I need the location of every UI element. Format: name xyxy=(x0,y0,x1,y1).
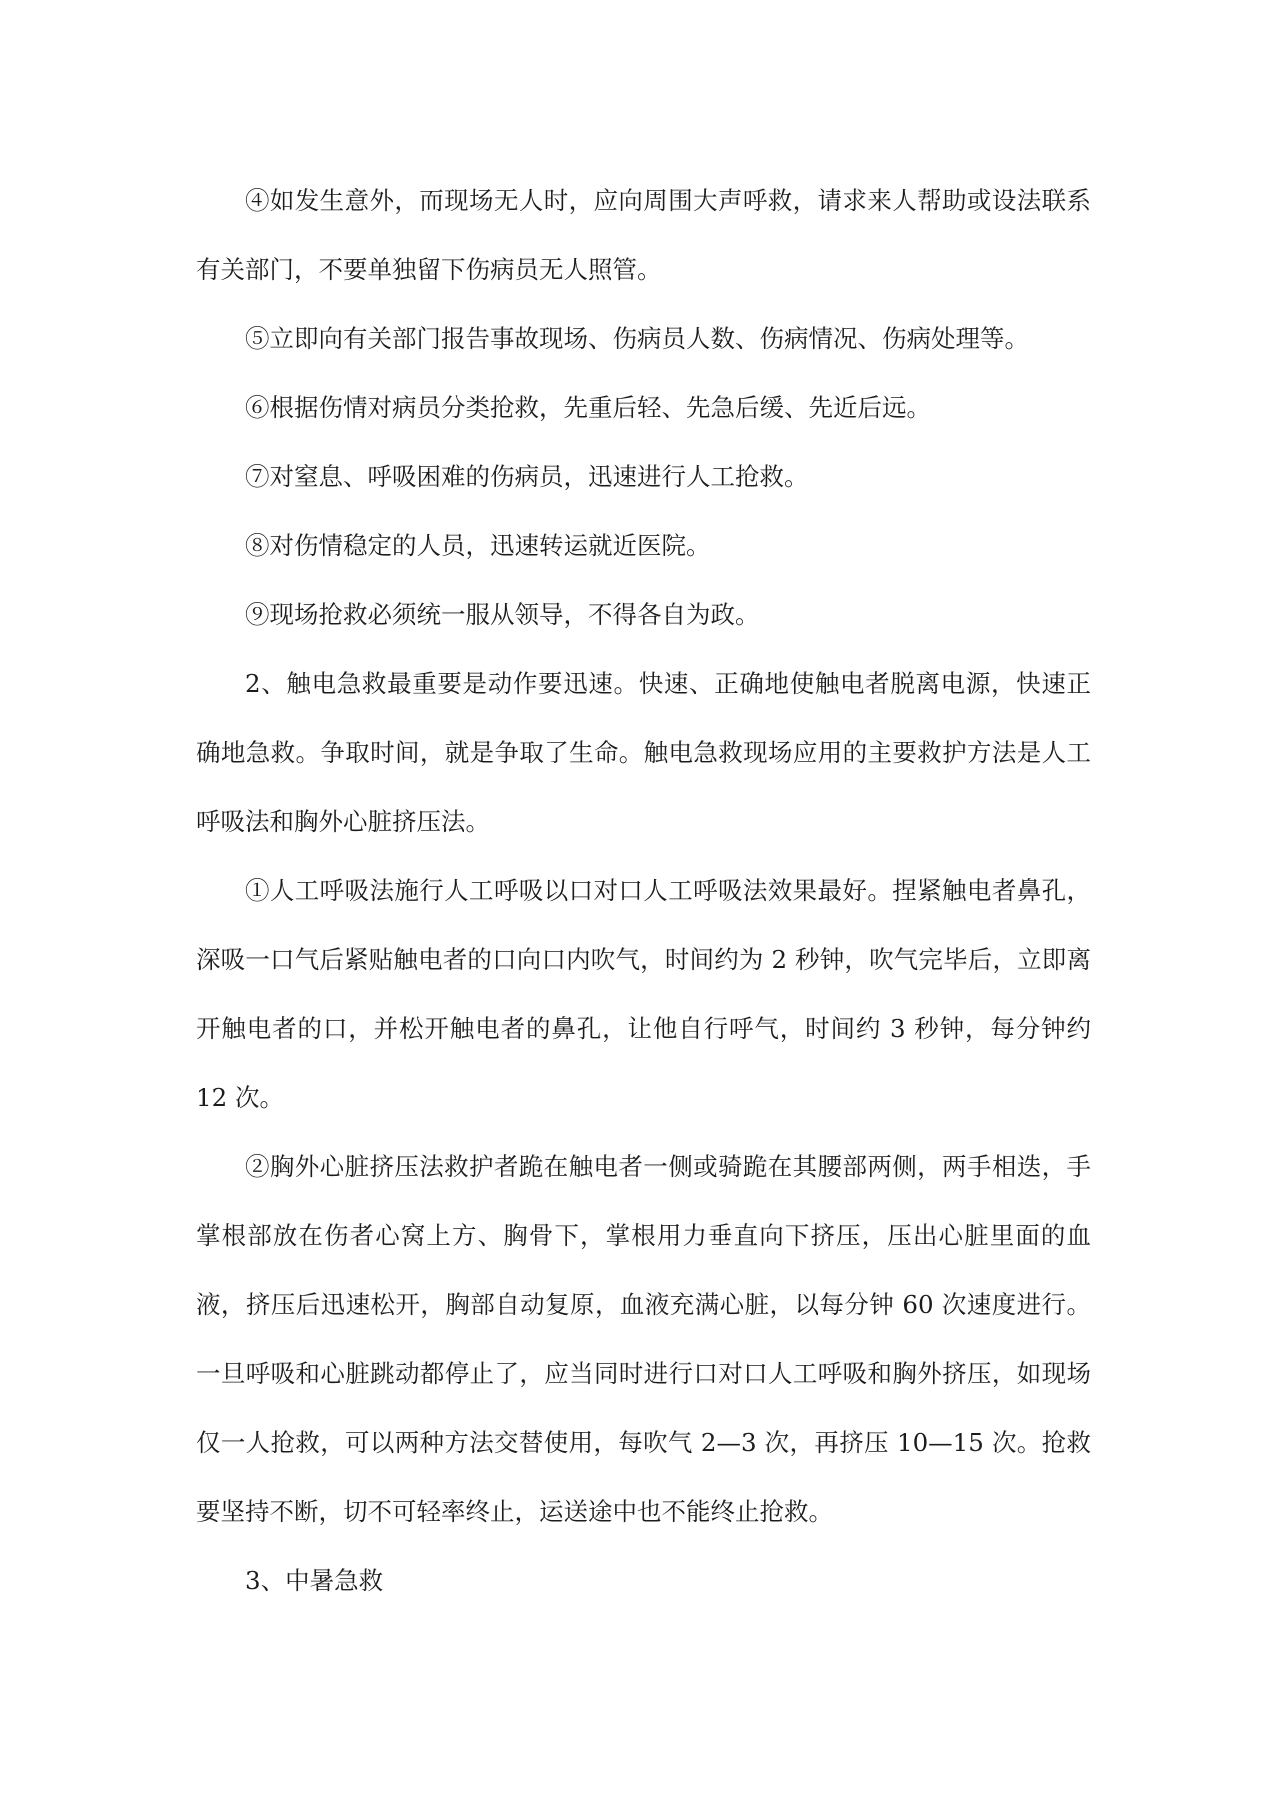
paragraph-item-9: ⑨现场抢救必须统一服从领导，不得各自为政。 xyxy=(245,600,760,629)
section-electric-shock: 2、触电急救最重要是动作要迅速。快速、正确地使触电者脱离电源，快速正确地急救。争取时间，就是争取了生命。触电急救现场应用的主要救护方法是人工呼吸法和胸外心脏挤压法。 xyxy=(196,669,1091,836)
paragraph-chest-compression: ②胸外心脏挤压法救护者跪在触电者一侧或骑跪在其腰部两侧，两手相迭，手掌根部放在伤者心窝上方、胸骨下，掌根用力垂直向下挤压，压出心脏里面的血液，挤压后迅速松开，胸部自动复原，血液充满心脏，以每分钟 60 次速度进行。一旦呼吸和心脏跳动都停止了，应当同时进行口对口人工呼吸和胸外挤压，如现场仅一人抢救，可以两种方法交替使用，每吹气 2—3 次，再挤压 10—15 次。抢救要坚持不断，切不可轻率终止，运送途中也不能终止抢救。 xyxy=(196,1152,1091,1526)
paragraph-item-7: ⑦对窒息、呼吸困难的伤病员，迅速进行人工抢救。 xyxy=(245,462,809,491)
paragraph-item-6: ⑥根据伤情对病员分类抢救，先重后轻、先急后缓、先近后远。 xyxy=(245,393,931,422)
section-heatstroke-heading: 3、中暑急救 xyxy=(245,1566,384,1595)
paragraph-item-4: ④如发生意外，而现场无人时，应向周围大声呼救，请求来人帮助或设法联系有关部门，不要单独留下伤病员无人照管。 xyxy=(196,186,1091,284)
paragraph-item-8: ⑧对伤情稳定的人员，迅速转运就近医院。 xyxy=(245,531,711,560)
paragraph-item-5: ⑤立即向有关部门报告事故现场、伤病员人数、伤病情况、伤病处理等。 xyxy=(245,324,1029,353)
paragraph-artificial-respiration: ①人工呼吸法施行人工呼吸以口对口人工呼吸法效果最好。捏紧触电者鼻孔，深吸一口气后紧贴触电者的口向口内吹气，时间约为 2 秒钟，吹气完毕后，立即离开触电者的口，并松开触电者的鼻孔，让他自行呼气，时间约 3 秒钟，每分钟约 12 次。 xyxy=(196,876,1091,1112)
document-body xyxy=(196,166,1091,1615)
